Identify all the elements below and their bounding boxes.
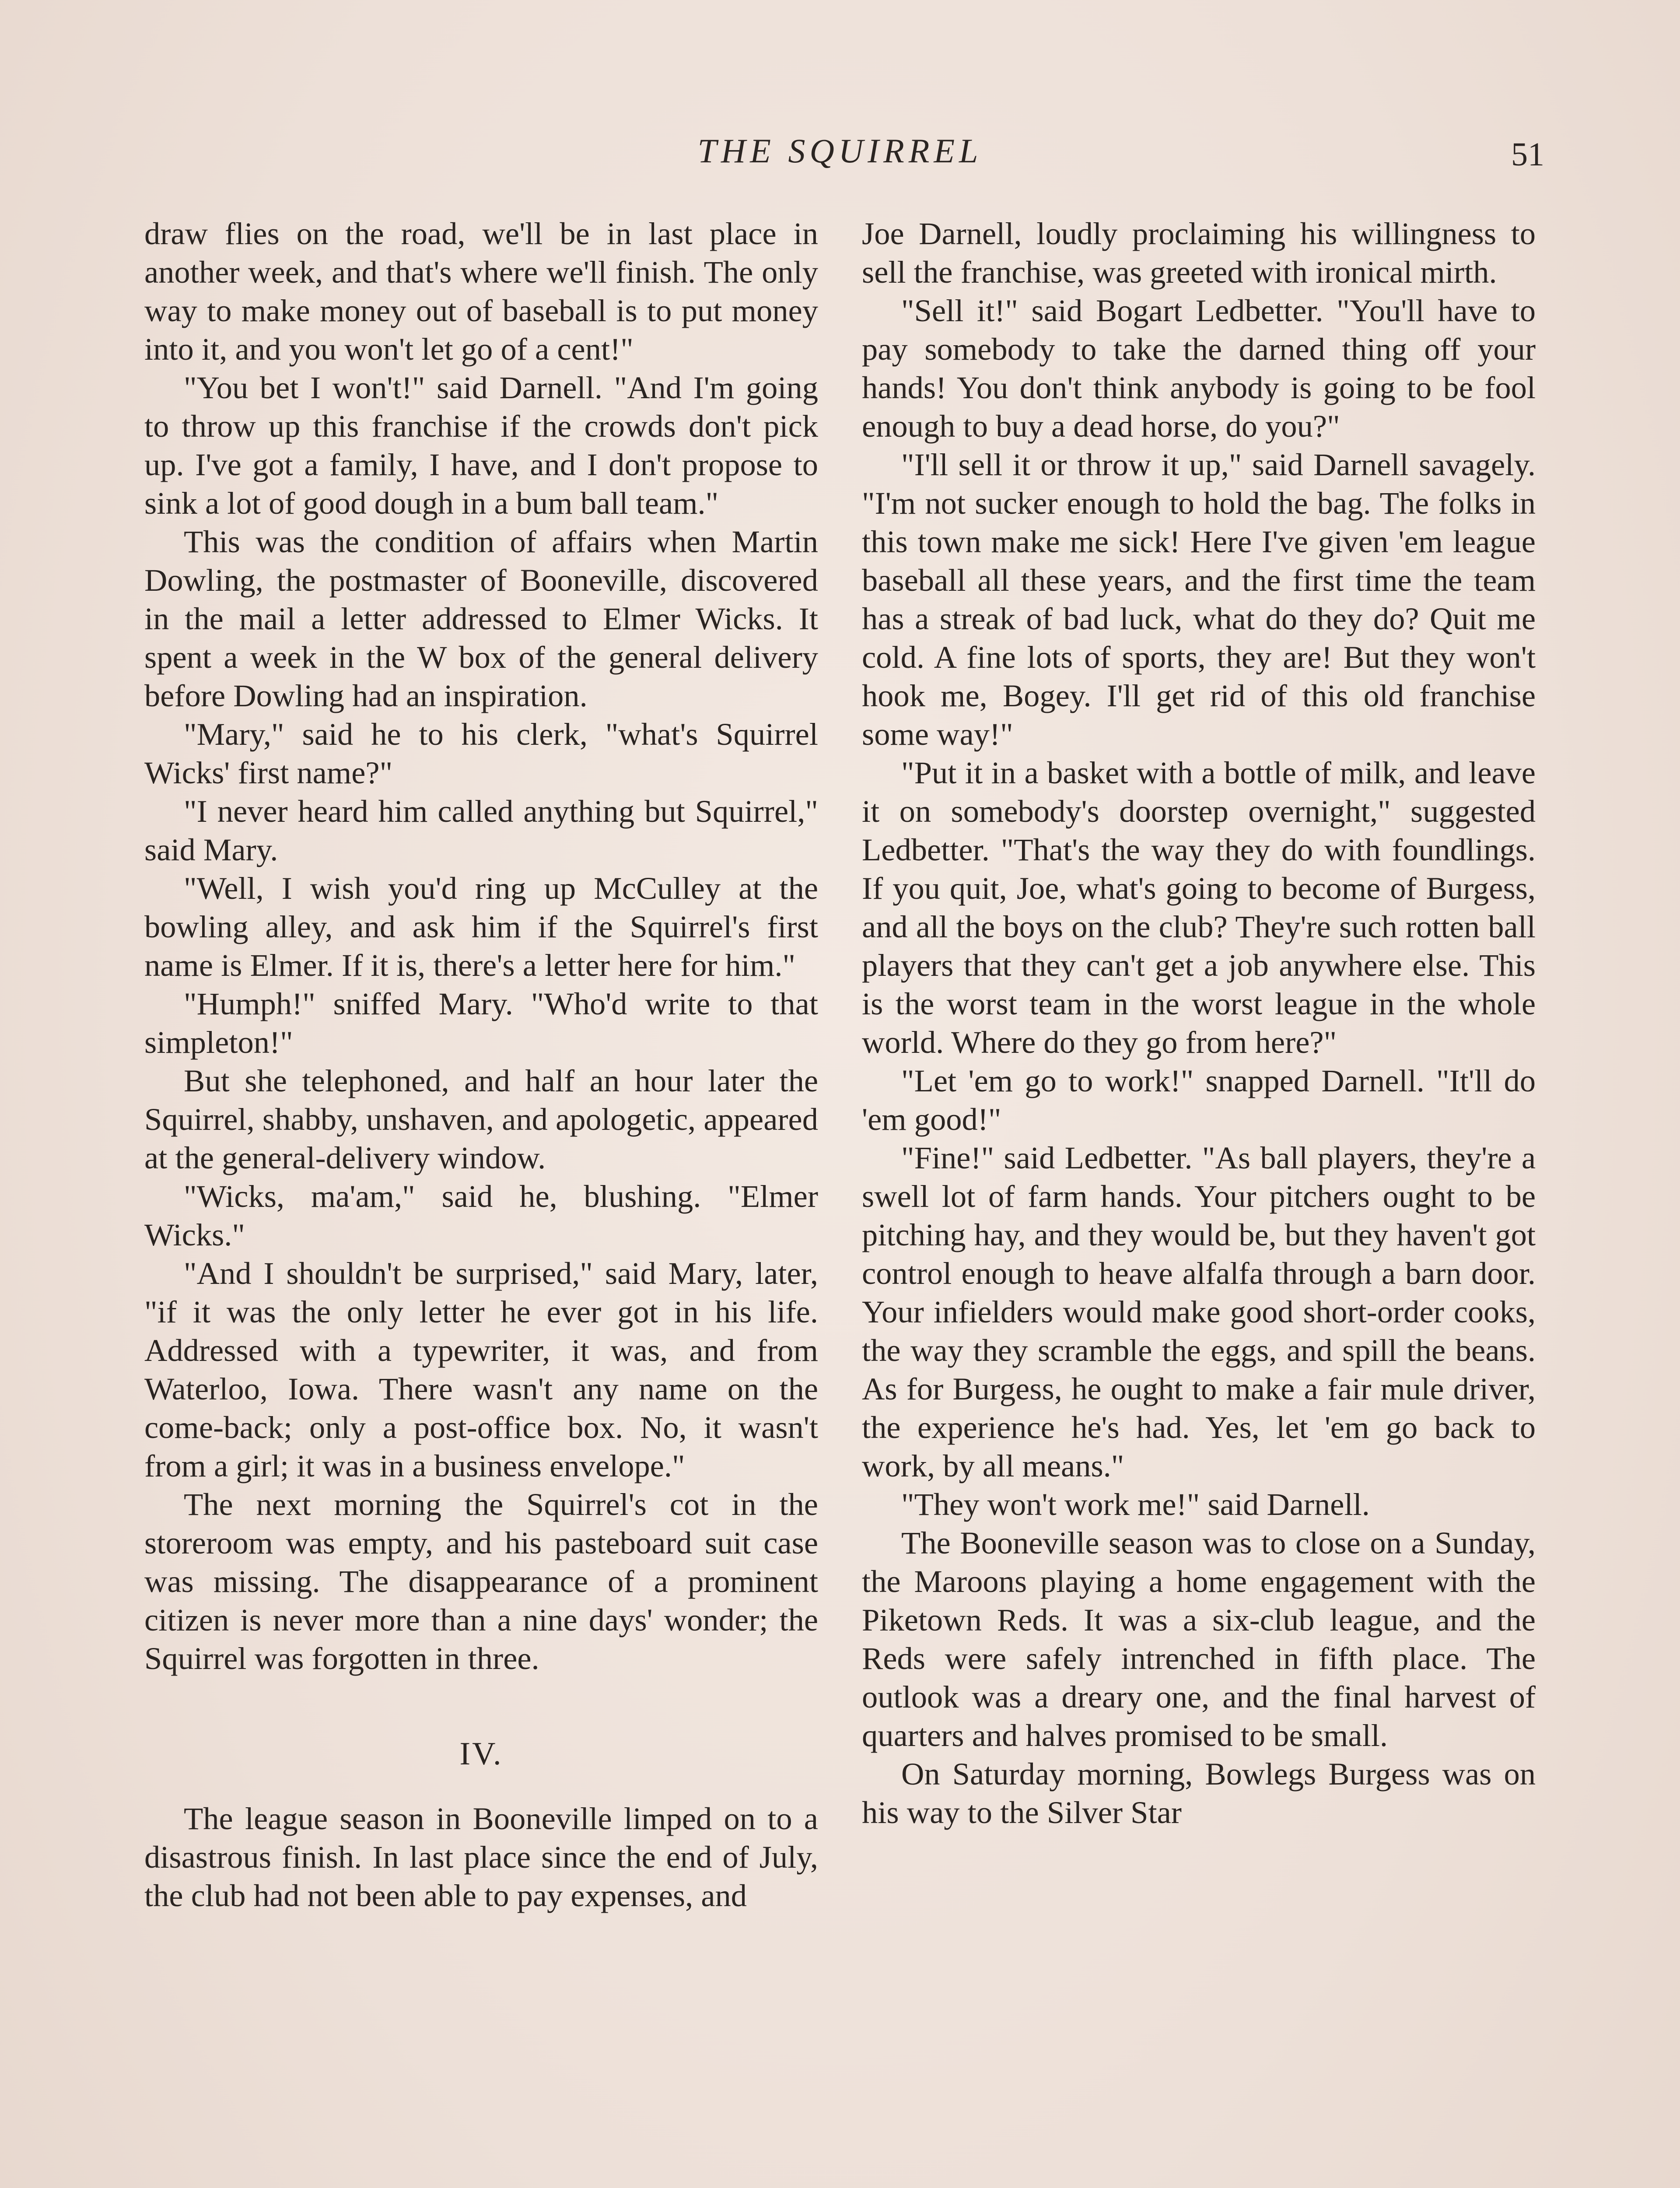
paragraph: Joe Darnell, loudly proclaiming his willingness to sell the franchise, was greeted with ironical mirth. (862, 216, 1536, 290)
left-column (144, 214, 818, 1915)
paragraph: "Put it in a basket with a bottle of milk, and leave it on somebody's doorstep overnight," suggested Ledbetter. "That's the way they do with foundlings. If you quit, Joe, what's going to become of Burgess, and all the boys on the club? They're such rotten ball players that they can't get a job anywhere else. This is the worst team in the worst league in the whole world. Where do they go from here?" (862, 755, 1536, 1060)
paragraph: "Humph!" sniffed Mary. "Who'd write to that simpleton!" (144, 986, 818, 1060)
paragraph: The next morning the Squirrel's cot in the storeroom was empty, and his pasteboard suit case was missing. The disappearance of a prominent citizen is never more than a nine days' wonder; the Squirrel was forgotten in three. (144, 1487, 818, 1676)
paragraph: The league season in Booneville limped on to a disastrous finish. In last place since the end of July, the club had not been able to pay expenses, and (144, 1801, 818, 1913)
running-title: THE SQUIRREL (697, 132, 983, 170)
paragraph: "Sell it!" said Bogart Ledbetter. "You'll have to pay somebody to take the darned thing off your hands! You don't think anybody is going to be fool enough to buy a dead horse, do you?" (862, 293, 1536, 444)
paragraph: "Wicks, ma'am," said he, blushing. "Elmer Wicks." (144, 1178, 818, 1252)
paragraph: On Saturday morning, Bowlegs Burgess was on his way to the Silver Star (862, 1756, 1536, 1830)
right-column (862, 214, 1536, 1832)
paragraph: The Booneville season was to close on a Sunday, the Maroons playing a home engagement with the Piketown Reds. It was a six-club league, and the Reds were safely intrenched in fifth place. The outlook was a dreary one, and the final harvest of quarters and halves promised to be small. (862, 1525, 1536, 1753)
paragraph: "Mary," said he to his clerk, "what's Squirrel Wicks' first name?" (144, 716, 818, 790)
paragraph: "Let 'em go to work!" snapped Darnell. "It'll do 'em good!" (862, 1063, 1536, 1137)
paragraph: "I'll sell it or throw it up," said Darnell savagely. "I'm not sucker enough to hold the bag. The folks in this town make me sick! Here I've given 'em league baseball all these years, and the first time the team has a streak of bad luck, what do they do? Quit me cold. A fine lots of sports, they are! But they won't hook me, Bogey. I'll get rid of this old franchise some way!" (862, 447, 1536, 752)
paragraph: "Fine!" said Ledbetter. "As ball players, they're a swell lot of farm hands. Your pitchers ought to be pitching hay, and they would be, but they haven't got control enough to heave alfalfa through a barn door. Your infielders would make good short-order cooks, the way they scramble the eggs, and spill the beans. As for Burgess, he ought to make a fair mule driver, the experience he's had. Yes, let 'em go back to work, by all means." (862, 1140, 1536, 1483)
paragraph: "Well, I wish you'd ring up McCulley at the bowling alley, and ask him if the Squirrel's first name is Elmer. If it is, there's a letter here for him." (144, 870, 818, 983)
page-number: 51 (1511, 136, 1544, 173)
paragraph: draw flies on the road, we'll be in last place in another week, and that's where we'll finish. The only way to make money out of baseball is to put money into it, and you won't let go of a cent!" (144, 216, 818, 367)
paragraph: But she telephoned, and half an hour later the Squirrel, shabby, unshaven, and apologetic, appeared at the general-delivery window. (144, 1063, 818, 1175)
paragraph: "They won't work me!" said Darnell. (901, 1487, 1370, 1522)
section-heading: IV. (459, 1736, 503, 1772)
paragraph: This was the condition of affairs when Martin Dowling, the postmaster of Booneville, discovered in the mail a letter addressed to Elmer Wicks. It spent a week in the W box of the general delivery before Dowling had an inspiration. (144, 524, 818, 713)
paragraph: "I never heard him called anything but Squirrel," said Mary. (144, 793, 818, 867)
paragraph: "And I shouldn't be surprised," said Mary, later, "if it was the only letter he ever got in his life. Addressed with a typewriter, it was, and from Waterloo, Iowa. There wasn't any name on the come-back; only a post-office box. No, it wasn't from a girl; it was in a business envelope." (144, 1255, 818, 1483)
paragraph: "You bet I won't!" said Darnell. "And I'm going to throw up this franchise if the crowds don't pick up. I've got a family, I have, and I don't propose to sink a lot of good dough in a bum ball team." (144, 370, 818, 521)
